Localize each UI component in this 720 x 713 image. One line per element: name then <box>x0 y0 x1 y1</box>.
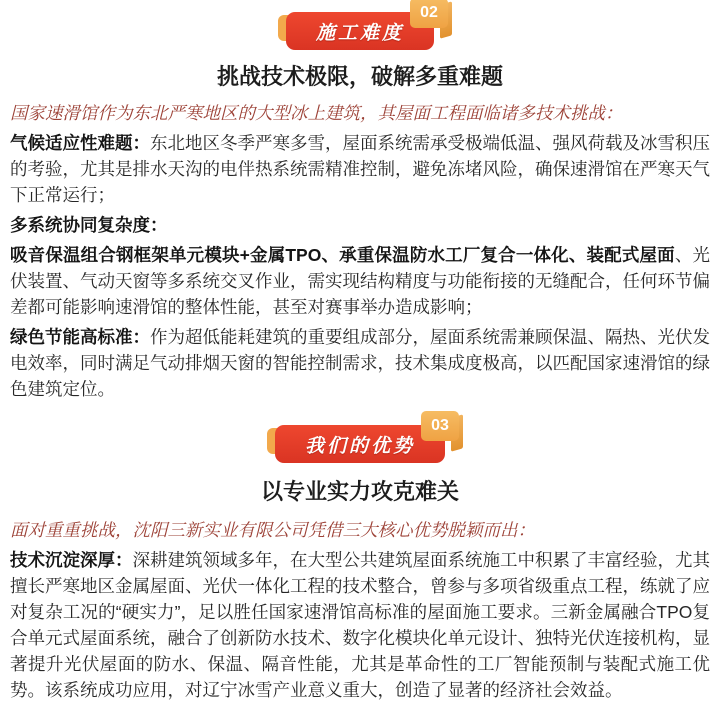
paragraph-climate-text: 东北地区冬季严寒多雪，屋面系统需承受极端低温、强风荷载及冰雪积压的考验，尤其是排水天沟的电伴热系统需精准控制，避免冻堵风险，确保速滑馆在严寒天气下正常运行； <box>10 133 710 205</box>
advantage-badge-number: 03 <box>421 411 459 441</box>
paragraph-tech-text: 深耕建筑领域多年，在大型公共建筑屋面系统施工中积累了丰富经验，尤其擅长严寒地区金属屋面、光伏一体化工程的技术整合，曾参与多项省级重点工程，练就了应对复杂工况的“硬实力”，足以胜任国家速滑馆高标准的屋面施工要求。三新金属融合TPO复合单元式屋面系统，融合了创新防水技术、数字化模块化单元设计、独特光伏连接机构，显著提升光伏屋面的防水、保温、隔音性能，尤其是革命性的工厂智能预制与装配式施工优势。该系统成功应用，对辽宁冰雪产业意义重大，创造了显著的经济社会效益。 <box>10 550 710 700</box>
paragraph-multisystem-title <box>10 212 710 238</box>
paragraph-climate-label: 气候适应性难题： <box>10 133 150 153</box>
difficulty-badge-label: 施工难度 <box>315 22 404 44</box>
paragraph-multisystem-body <box>10 242 710 320</box>
paragraph-tech-label: 技术沉淀深厚： <box>10 550 133 570</box>
paragraph-multisystem-bold: 吸音保温组合钢框架单元模块+金属TPO、承重保温防水工厂复合一体化、装配式屋面 <box>10 245 675 265</box>
advantage-badge-row <box>0 417 720 463</box>
difficulty-intro: 国家速滑馆作为东北严寒地区的大型冰上建筑，其屋面工程面临诸多技术挑战： <box>10 103 623 123</box>
paragraph-climate <box>10 130 710 208</box>
difficulty-heading: 挑战技术极限，破解多重难题 <box>216 64 503 89</box>
advantage-intro: 面对重重挑战，沈阳三新实业有限公司凭借三大核心优势脱颖而出： <box>10 520 535 540</box>
advantage-badge-label: 我们的优势 <box>304 435 415 457</box>
section-difficulty <box>0 4 720 402</box>
paragraph-green-text: 作为超低能耗建筑的重要组成部分，屋面系统需兼顾保温、隔热、光伏发电效率，同时满足气动排烟天窗的智能控制需求，技术集成度极高，以匹配国家速滑馆的绿色建筑定位。 <box>10 327 710 399</box>
paragraph-multisystem-label: 多系统协同复杂度： <box>10 215 168 235</box>
paragraph-multisystem-text: 、光伏装置、气动天窗等多系统交叉作业，需实现结构精度与功能衔接的无缝配合，任何环节偏差都可能影响速滑馆的整体性能，甚至对赛事举办造成影响； <box>10 245 710 317</box>
advantage-section-badge <box>275 417 449 463</box>
difficulty-badge-number: 02 <box>410 0 448 28</box>
paragraph-green-standard <box>10 324 710 402</box>
paragraph-green-label: 绿色节能高标准： <box>10 327 150 347</box>
advantage-content <box>0 517 720 703</box>
difficulty-content <box>0 100 720 402</box>
advantage-heading: 以专业实力攻克难关 <box>260 479 459 504</box>
difficulty-badge-number-tab <box>410 0 448 28</box>
difficulty-section-badge <box>286 4 438 50</box>
section-advantage <box>0 417 720 703</box>
difficulty-badge-row <box>0 4 720 50</box>
paragraph-tech-experience <box>10 547 710 703</box>
advantage-badge-number-tab <box>421 411 459 441</box>
